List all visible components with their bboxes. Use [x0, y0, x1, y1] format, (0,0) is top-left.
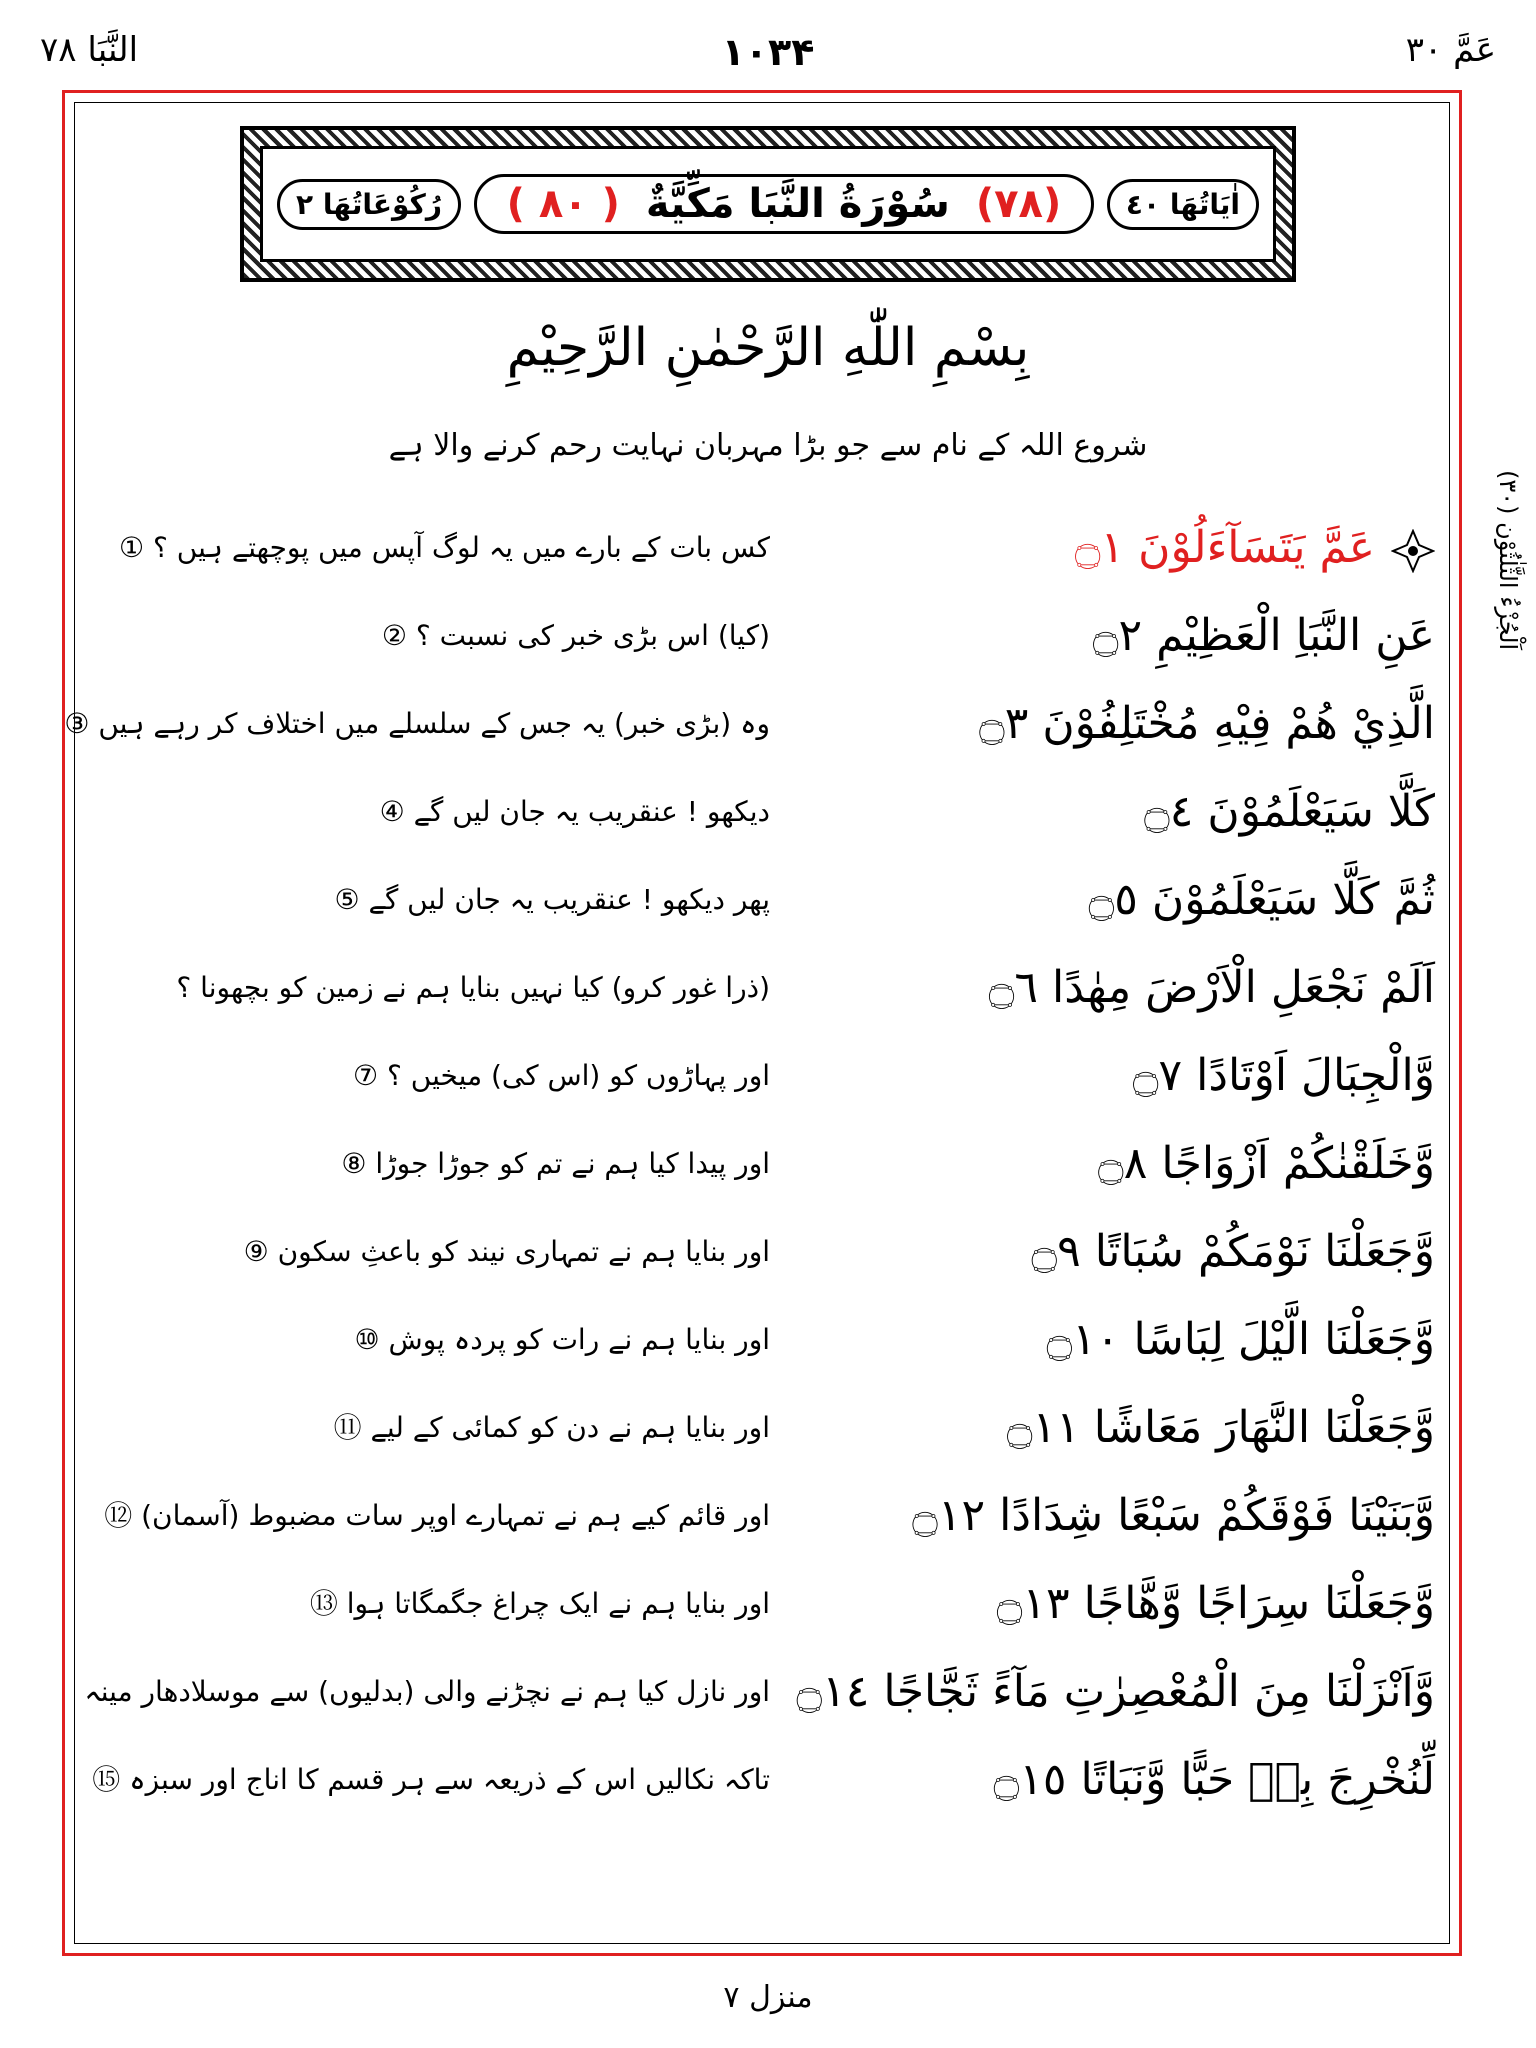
verse-row: [90, 772, 1435, 852]
verse-row: [84, 1652, 1435, 1732]
verse-row: [90, 860, 1435, 940]
verse-arabic: وَّبَنَيْنَا فَوْقَكُمْ سَبْعًا شِدَادًا ۝١٢: [912, 1490, 1435, 1541]
ayat-count-cartouche: [1107, 179, 1259, 230]
verse-row: [90, 1740, 1435, 1820]
verse-arabic: وَّجَعَلْنَا نَوْمَكُمْ سُبَاتًا ۝٩: [1031, 1226, 1435, 1277]
verse-translation: (کیا) اس بڑی خبر کی نسبت ؟ ②: [381, 619, 770, 652]
header-surah: النَّبَا ۷۸: [40, 30, 139, 70]
surah-number: (٧٨): [975, 181, 1062, 227]
verse-arabic-text: عَمَّ يَتَسَآءَلُوْنَ ۝١: [1074, 522, 1375, 573]
verse-row: [64, 684, 1435, 764]
verse-arabic: وَّجَعَلْنَا سِرَاجًا وَّهَّاجًا ۝١٣: [996, 1578, 1435, 1629]
surah-title-cartouche: [474, 174, 1095, 234]
surah-order: ( ٨٠ ): [506, 181, 620, 227]
verse-arabic: وَّالْجِبَالَ اَوْتَادًا ۝٧: [1132, 1050, 1435, 1101]
surah-title: سُوْرَةُ النَّبَا مَكِّيَّةٌ: [645, 181, 950, 227]
ruku-count-label: رُكُوْعَاتُهَا ٢: [296, 187, 442, 221]
verse-translation: کس بات کے بارے میں یہ لوگ آپس میں پوچھتے ہیں ؟ ①: [118, 531, 770, 564]
verse-row: [90, 508, 1435, 588]
ayat-count-label: اٰيَاتُهَا ٤٠: [1125, 187, 1240, 221]
page-number: ۱۰۳۴: [721, 30, 815, 74]
bismillah-translation: شروع اللہ کے نام سے جو بڑا مہربان نہایت رحم کرنے والا ہے: [388, 428, 1148, 463]
verse-row: [90, 1300, 1435, 1380]
verse-row: [90, 596, 1435, 676]
verse-translation: وہ (بڑی خبر) یہ جس کے سلسلے میں اختلاف کر رہے ہیں ③: [64, 707, 770, 740]
verse-arabic: وَّخَلَقْنٰكُمْ اَزْوَاجًا ۝٨: [1097, 1138, 1435, 1189]
verse-translation: اور بنایا ہم نے تمہاری نیند کو باعثِ سکون ⑨: [243, 1235, 770, 1268]
verse-arabic: وَّاَنْزَلْنَا مِنَ الْمُعْصِرٰتِ مَآءً ثَجَّاجًا ۝١٤: [796, 1666, 1435, 1717]
verse-translation: اور پہاڑوں کو (اس کی) میخیں ؟ ⑦: [353, 1059, 770, 1092]
verse-row: [90, 1036, 1435, 1116]
verse-arabic: عَنِ النَّبَاِ الْعَظِيْمِ ۝٢: [1092, 610, 1435, 661]
manzil-footer: منزل ۷: [723, 1980, 813, 2015]
verse-arabic: اَلَمْ نَجْعَلِ الْاَرْضَ مِهٰدًا ۝٦: [988, 962, 1435, 1013]
verse-row: [90, 1476, 1435, 1556]
verse-row: [90, 948, 1435, 1028]
verse-arabic: [795, 508, 1435, 588]
verse-translation: اور پیدا کیا ہم نے تم کو جوڑا جوڑا ⑧: [341, 1147, 770, 1180]
verse-translation: اور بنایا ہم نے رات کو پردہ پوش ⑩: [354, 1323, 770, 1356]
bismillah: بِسْمِ اللّٰهِ الرَّحْمٰنِ الرَّحِيْمِ: [506, 318, 1030, 378]
verse-translation: اور نازل کیا ہم نے نچڑنے والی (بدلیوں) سے موسلادھار مینہ: [84, 1675, 770, 1708]
verse-translation: دیکھو ! عنقریب یہ جان لیں گے ④: [379, 795, 770, 828]
verse-arabic: وَّجَعَلْنَا النَّهَارَ مَعَاشًا ۝١١: [1006, 1402, 1435, 1453]
verse-translation: اور قائم کیے ہم نے تمہارے اوپر سات مضبوط (آسمان) ⑫: [104, 1499, 770, 1532]
verse-translation: اور بنایا ہم نے ایک چراغ جگمگاتا ہوا ⑬: [309, 1587, 770, 1620]
verse-translation: پھر دیکھو ! عنقریب یہ جان لیں گے ⑤: [334, 883, 770, 916]
verse-translation: (ذرا غور کرو) کیا نہیں بنایا ہم نے زمین کو بچھونا ؟: [176, 971, 770, 1004]
ornament-icon: [1391, 529, 1435, 573]
verse-arabic: ثُمَّ كَلَّا سَيَعْلَمُوْنَ ۝٥: [1088, 874, 1435, 925]
verse-arabic: الَّذِيْ هُمْ فِيْهِ مُخْتَلِفُوْنَ ۝٣: [978, 698, 1435, 749]
verse-row: [90, 1124, 1435, 1204]
verse-translation: اور بنایا ہم نے دن کو کمائی کے لیے ⑪: [333, 1411, 770, 1444]
verse-translation: تاکہ نکالیں اس کے ذریعہ سے ہر قسم کا اناج اور سبزہ ⑮: [92, 1763, 770, 1796]
surah-banner: [240, 126, 1296, 282]
verse-row: [90, 1564, 1435, 1644]
verse-arabic: وَّجَعَلْنَا الَّيْلَ لِبَاسًا ۝١٠: [1046, 1314, 1435, 1365]
verse-arabic: كَلَّا سَيَعْلَمُوْنَ ۝٤: [1143, 786, 1435, 837]
side-juz-label: اَلْجُزْءُ الثَّلٰثُوْن (٣٠): [1494, 470, 1522, 651]
verse-row: [90, 1388, 1435, 1468]
verse-arabic: لِّنُخْرِجَ بِهٖ حَبًّا وَّنَبَاتًا ۝١٥: [993, 1754, 1435, 1805]
verse-row: [90, 1212, 1435, 1292]
ruku-count-cartouche: [277, 179, 461, 230]
header-juz: عَمَّ ۳۰: [1405, 30, 1496, 70]
